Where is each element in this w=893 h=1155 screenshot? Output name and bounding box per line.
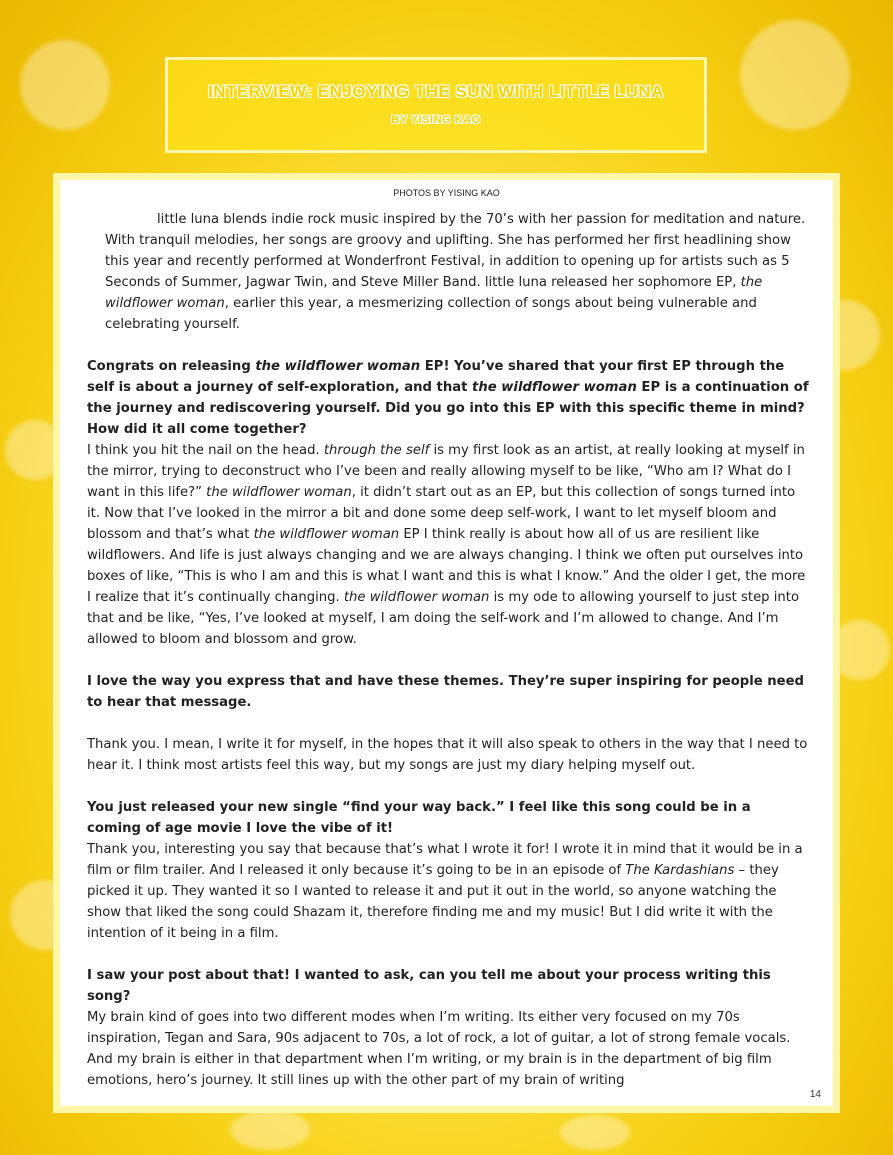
answer-4: My brain kind of goes into two different modes when I’m writing. Its either very focused on my 70s inspiration, Tegan and Sara, 90s adjacent to 70s, a lot of rock, a lot of guitar, a lot of strong female vocals. And my brain is either in that department when I’m writing, or my brain is in the department of big film emotions, hero’s journey. It still lines up with the other part of my brain of writing xyxy=(87,1010,791,1088)
question-4: I saw your post about that! I wanted to ask, can you tell me about your process writing this song? xyxy=(87,968,771,1004)
article-byline: BY YISING KAO xyxy=(391,114,481,126)
article-body xyxy=(87,205,809,1091)
question-1: Congrats on releasing the wildflower woman EP! You’ve shared that your first EP through the self is about a journey of self-exploration, and that the wildflower woman EP is a continuation of the journey and rediscovering yourself. Did you go into this EP with this specific theme in mind? How did it all come together? xyxy=(87,359,809,437)
bokeh-light xyxy=(20,40,110,130)
article-title: INTERVIEW: ENJOYING THE SUN WITH LITTLE LUNA xyxy=(208,82,664,101)
bokeh-light xyxy=(230,1110,310,1150)
photos-credit: PHOTOS BY YISING KAO xyxy=(393,188,500,198)
article-card xyxy=(53,173,840,1113)
answer-3: Thank you, interesting you say that because that’s what I wrote it for! I wrote it in mind that it would be in a film or film trailer. And I released it only because it’s going to be in an episode of The Kardashians – they picked it up. They wanted it so I wanted to release it and put it out in the world, so anyone watching the show that liked the song could Shazam it, therefore finding me and my music! But I did write it with the intention of it being in a film. xyxy=(87,842,803,941)
bokeh-light xyxy=(560,1115,630,1150)
bokeh-light xyxy=(740,20,850,130)
title-banner xyxy=(165,57,707,153)
question-2: I love the way you express that and have these themes. They’re super inspiring for people need to hear that message. xyxy=(87,674,804,710)
intro-paragraph: little luna blends indie rock music inspired by the 70’s with her passion for meditation and nature. With tranquil melodies, her songs are groovy and uplifting. She has performed her first headlining show this year and recently performed at Wonderfront Festival, in addition to opening up for artists such as 5 Seconds of Summer, Jagwar Twin, and Steve Miller Band. little luna released her sophomore EP, the wildflower woman, earlier this year, a mesmerizing collection of songs about being vulnerable and celebrating yourself. xyxy=(105,212,806,332)
question-3: You just released your new single “find your way back.” I feel like this song could be in a coming of age movie I love the vibe of it! xyxy=(87,800,751,836)
answer-1: I think you hit the nail on the head. through the self is my first look as an artist, at really looking at myself in the mirror, trying to deconstruct who I’ve been and really allowing myself to be like, “Who am I? What do I want in this life?” the wildflower woman, it didn’t start out as an EP, but this collection of songs turned into it. Now that I’ve looked in the mirror a bit and done some deep self-work, I want to let myself bloom and blossom and that’s what the wildflower woman EP I think really is about how all of us are resilient like wildflowers. And life is just always changing and we are always changing. I think we often put ourselves into boxes of like, “This is who I am and this is what I want and this is what I know.” And the older I get, the more I realize that it’s continually changing. the wildflower woman is my ode to allowing yourself to just step into that and be like, “Yes, I’ve looked at myself, I am doing the self-work and I’m allowed to change. And I’m allowed to bloom and blossom and grow. xyxy=(87,443,806,647)
answer-2: Thank you. I mean, I write it for myself, in the hopes that it will also speak to others in the way that I need to hear it. I think most artists feel this way, but my songs are just my diary helping myself out. xyxy=(87,737,808,773)
page-number: 14 xyxy=(809,1089,821,1100)
